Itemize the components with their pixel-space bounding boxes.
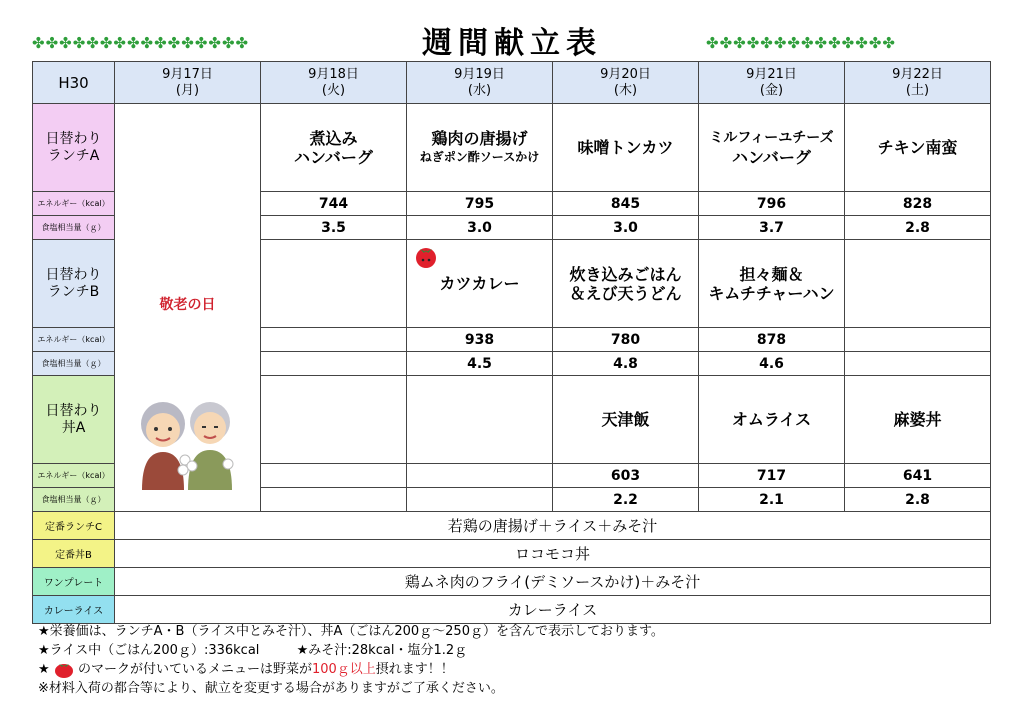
weekly-menu-table xyxy=(32,61,991,624)
salt-value: 3.7 xyxy=(699,216,845,240)
day-header: 9月21日 (金) xyxy=(699,62,845,104)
salt-value: 3.5 xyxy=(261,216,407,240)
fixed-menu-row xyxy=(33,512,991,540)
energy-value xyxy=(261,464,407,488)
holiday-label: 敬老の日 xyxy=(159,297,216,313)
lunch-a-dish: 味噌トンカツ xyxy=(553,104,699,192)
fixed-menu-label: カレーライス xyxy=(33,596,115,624)
don-a-dish: 麻婆丼 xyxy=(845,376,991,464)
note-nutrition: ★栄養価は、ランチA・B（ライス中とみそ汁）、丼A（ごはん200ｇ～250ｇ）を含んで表示しております。 xyxy=(38,624,664,639)
lunch-b-dish: 炊き込みごはん ＆えび天うどん xyxy=(553,240,699,328)
don-a-dish: 天津飯 xyxy=(553,376,699,464)
energy-value: 878 xyxy=(699,328,845,352)
don-a-dish xyxy=(407,376,553,464)
date-header-row xyxy=(33,62,991,104)
lunch-a-label: 日替わり ランチA xyxy=(33,104,115,192)
energy-value: 603 xyxy=(553,464,699,488)
holiday-cell xyxy=(115,104,261,512)
lunch-b-dish xyxy=(845,240,991,328)
note-change: ※材料入荷の都合等により、献立を変更する場合がありますがご了承ください。 xyxy=(38,681,504,696)
energy-value: 845 xyxy=(553,192,699,216)
lunch-a-dish: ミルフィーユチーズ ハンバーグ xyxy=(699,104,845,192)
energy-value: 938 xyxy=(407,328,553,352)
day-header: 9月20日 (木) xyxy=(553,62,699,104)
fixed-menu-row xyxy=(33,540,991,568)
note-rice: ★ライス中（ごはん200ｇ）:336kcal ★みそ汁:28kcal・塩分1.2ｇ xyxy=(38,643,468,658)
energy-label: エネルギー（kcal） xyxy=(33,192,115,216)
energy-value xyxy=(407,464,553,488)
energy-value: 795 xyxy=(407,192,553,216)
lunch-a-dish: チキン南蛮 xyxy=(845,104,991,192)
don-a-dish: オムライス xyxy=(699,376,845,464)
fixed-menu-label: 定番丼B xyxy=(33,540,115,568)
page-title: 週間献立表 xyxy=(422,26,602,61)
year-label: H30 xyxy=(33,62,115,104)
salt-label: 食塩相当量（ｇ） xyxy=(33,488,115,512)
energy-label: エネルギー（kcal） xyxy=(33,464,115,488)
energy-label: エネルギー（kcal） xyxy=(33,328,115,352)
lunch-a-dish-row xyxy=(33,104,991,192)
lunch-a-dish: 煮込み ハンバーグ xyxy=(261,104,407,192)
energy-value: 780 xyxy=(553,328,699,352)
tomato-icon xyxy=(54,662,74,678)
fixed-menu-dish: 鶏ムネ肉のフライ(デミソースかけ)＋みそ汁 xyxy=(115,568,991,596)
day-header: 9月18日 (火) xyxy=(261,62,407,104)
day-header: 9月17日 (月) xyxy=(115,62,261,104)
notes-section xyxy=(38,622,664,698)
energy-value: 717 xyxy=(699,464,845,488)
note-tomato: ★ のマークが付いているメニューは野菜が100ｇ以上摂れます！！ xyxy=(38,662,454,677)
energy-value xyxy=(845,328,991,352)
fixed-menu-label: ワンプレート xyxy=(33,568,115,596)
energy-value xyxy=(261,328,407,352)
tomato-icon xyxy=(413,244,439,268)
energy-value: 641 xyxy=(845,464,991,488)
salt-value: 3.0 xyxy=(407,216,553,240)
salt-value: 4.5 xyxy=(407,352,553,376)
don-a-label: 日替わり 丼A xyxy=(33,376,115,464)
energy-value: 744 xyxy=(261,192,407,216)
day-header: 9月22日 (土) xyxy=(845,62,991,104)
fixed-menu-dish: 若鶏の唐揚げ＋ライス＋みそ汁 xyxy=(115,512,991,540)
salt-value: 3.0 xyxy=(553,216,699,240)
clover-decoration-right: ✤✤✤✤✤✤✤✤✤✤✤✤✤✤ xyxy=(706,34,896,52)
energy-value: 828 xyxy=(845,192,991,216)
salt-label: 食塩相当量（ｇ） xyxy=(33,352,115,376)
elderly-couple-illustration xyxy=(128,394,248,490)
salt-value xyxy=(261,352,407,376)
fixed-menu-dish: ロコモコ丼 xyxy=(115,540,991,568)
fixed-menu-dish: カレーライス xyxy=(115,596,991,624)
salt-value: 2.8 xyxy=(845,488,991,512)
lunch-b-dish: カツカレー xyxy=(407,240,553,328)
day-header: 9月19日 (水) xyxy=(407,62,553,104)
fixed-menu-row xyxy=(33,596,991,624)
energy-value: 796 xyxy=(699,192,845,216)
lunch-b-label: 日替わり ランチB xyxy=(33,240,115,328)
lunch-a-dish: 鶏肉の唐揚げ ねぎポン酢ソースかけ xyxy=(407,104,553,192)
salt-value: 2.1 xyxy=(699,488,845,512)
fixed-menu-label: 定番ランチC xyxy=(33,512,115,540)
salt-value xyxy=(261,488,407,512)
salt-value: 4.8 xyxy=(553,352,699,376)
don-a-dish xyxy=(261,376,407,464)
clover-decoration-left: ✤✤✤✤✤✤✤✤✤✤✤✤✤✤✤✤ xyxy=(32,34,250,52)
fixed-menu-row xyxy=(33,568,991,596)
salt-value: 4.6 xyxy=(699,352,845,376)
salt-value xyxy=(845,352,991,376)
salt-label: 食塩相当量（ｇ） xyxy=(33,216,115,240)
salt-value xyxy=(407,488,553,512)
salt-value: 2.8 xyxy=(845,216,991,240)
lunch-b-dish xyxy=(261,240,407,328)
salt-value: 2.2 xyxy=(553,488,699,512)
lunch-b-dish: 担々麺＆ キムチチャーハン xyxy=(699,240,845,328)
